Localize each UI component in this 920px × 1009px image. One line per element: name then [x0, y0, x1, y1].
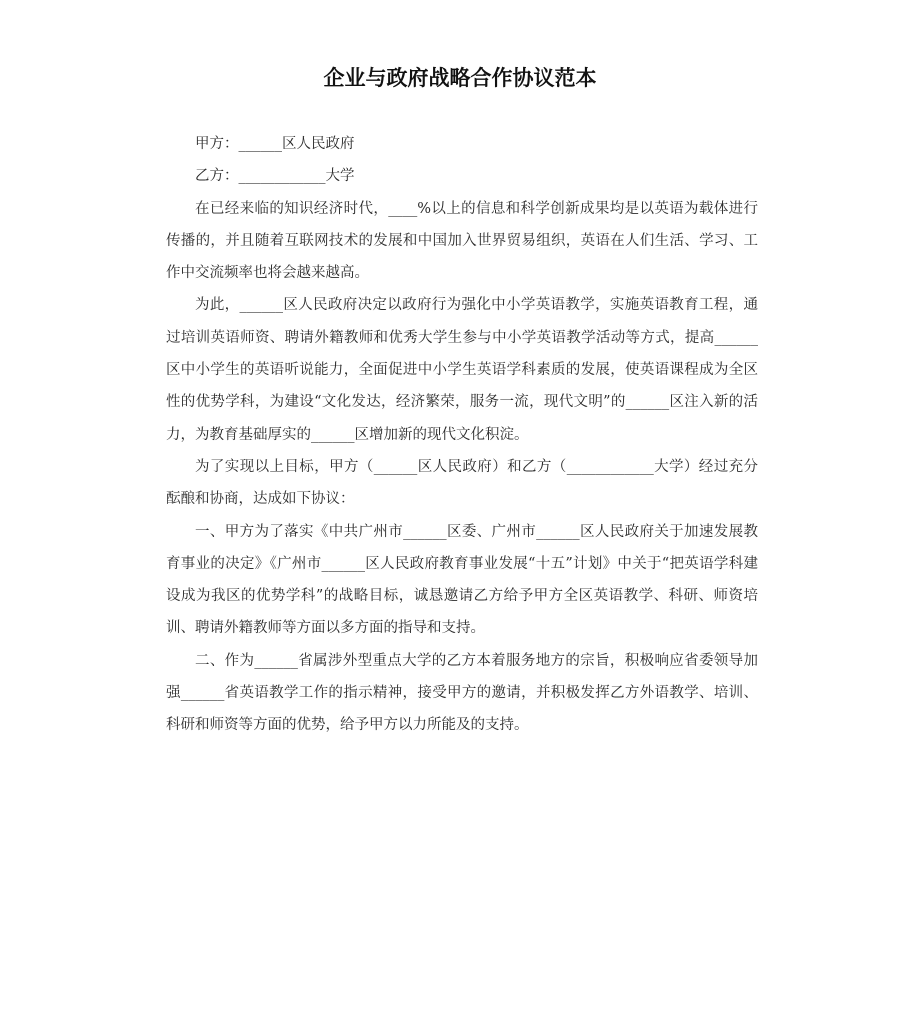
paragraph-agreement-intro: 为了实现以上目标，甲方（______区人民政府）和乙方（____________大学）经过充分酝酿和协商，达成如下协议：	[166, 458, 758, 508]
clause-one: 一、甲方为了落实《中共广州市______区委、广州市______区人民政府关于加速发展教育事业的决定》《广州市______区人民政府教育事业发展“十五”计划》中关于“把英语学科建设成为我区的优势学科”的战略目标，诚恳邀请乙方给予甲方全区英语教学、科研、师资培训、聘请外籍教师等方面以多方面的指导和支持。	[166, 523, 758, 637]
party-a-line: 甲方：______区人民政府	[195, 136, 355, 152]
document-body	[166, 128, 758, 742]
document-title: 企业与政府战略合作协议范本	[323, 66, 597, 90]
paragraph-background: 在已经来临的知识经济时代，____%以上的信息和科学创新成果均是以英语为载体进行传播的，并且随着互联网技术的发展和中国加入世界贸易组织，英语在人们生活、学习、工作中交流频率也将会越来越高。	[166, 200, 758, 282]
paragraph-purpose: 为此，______区人民政府决定以政府行为强化中小学英语教学，实施英语教育工程，通过培训英语师资、聘请外籍教师和优秀大学生参与中小学英语教学活动等方式，提高______区中小学生的英语听说能力，全面促进中小学生英语学科素质的发展，使英语课程成为全区性的优势学科，为建设“文化发达，经济繁荣，服务一流，现代文明”的______区注入新的活力，为教育基础厚实的______区增加新的现代文化积淀。	[166, 297, 758, 443]
clause-two: 二、作为______省属涉外型重点大学的乙方本着服务地方的宗旨，积极响应省委领导加强______省英语教学工作的指示精神，接受甲方的邀请，并积极发挥乙方外语教学、培训、科研和师资等方面的优势，给予甲方以力所能及的支持。	[166, 652, 758, 734]
party-b-line: 乙方：____________大学	[195, 168, 355, 185]
